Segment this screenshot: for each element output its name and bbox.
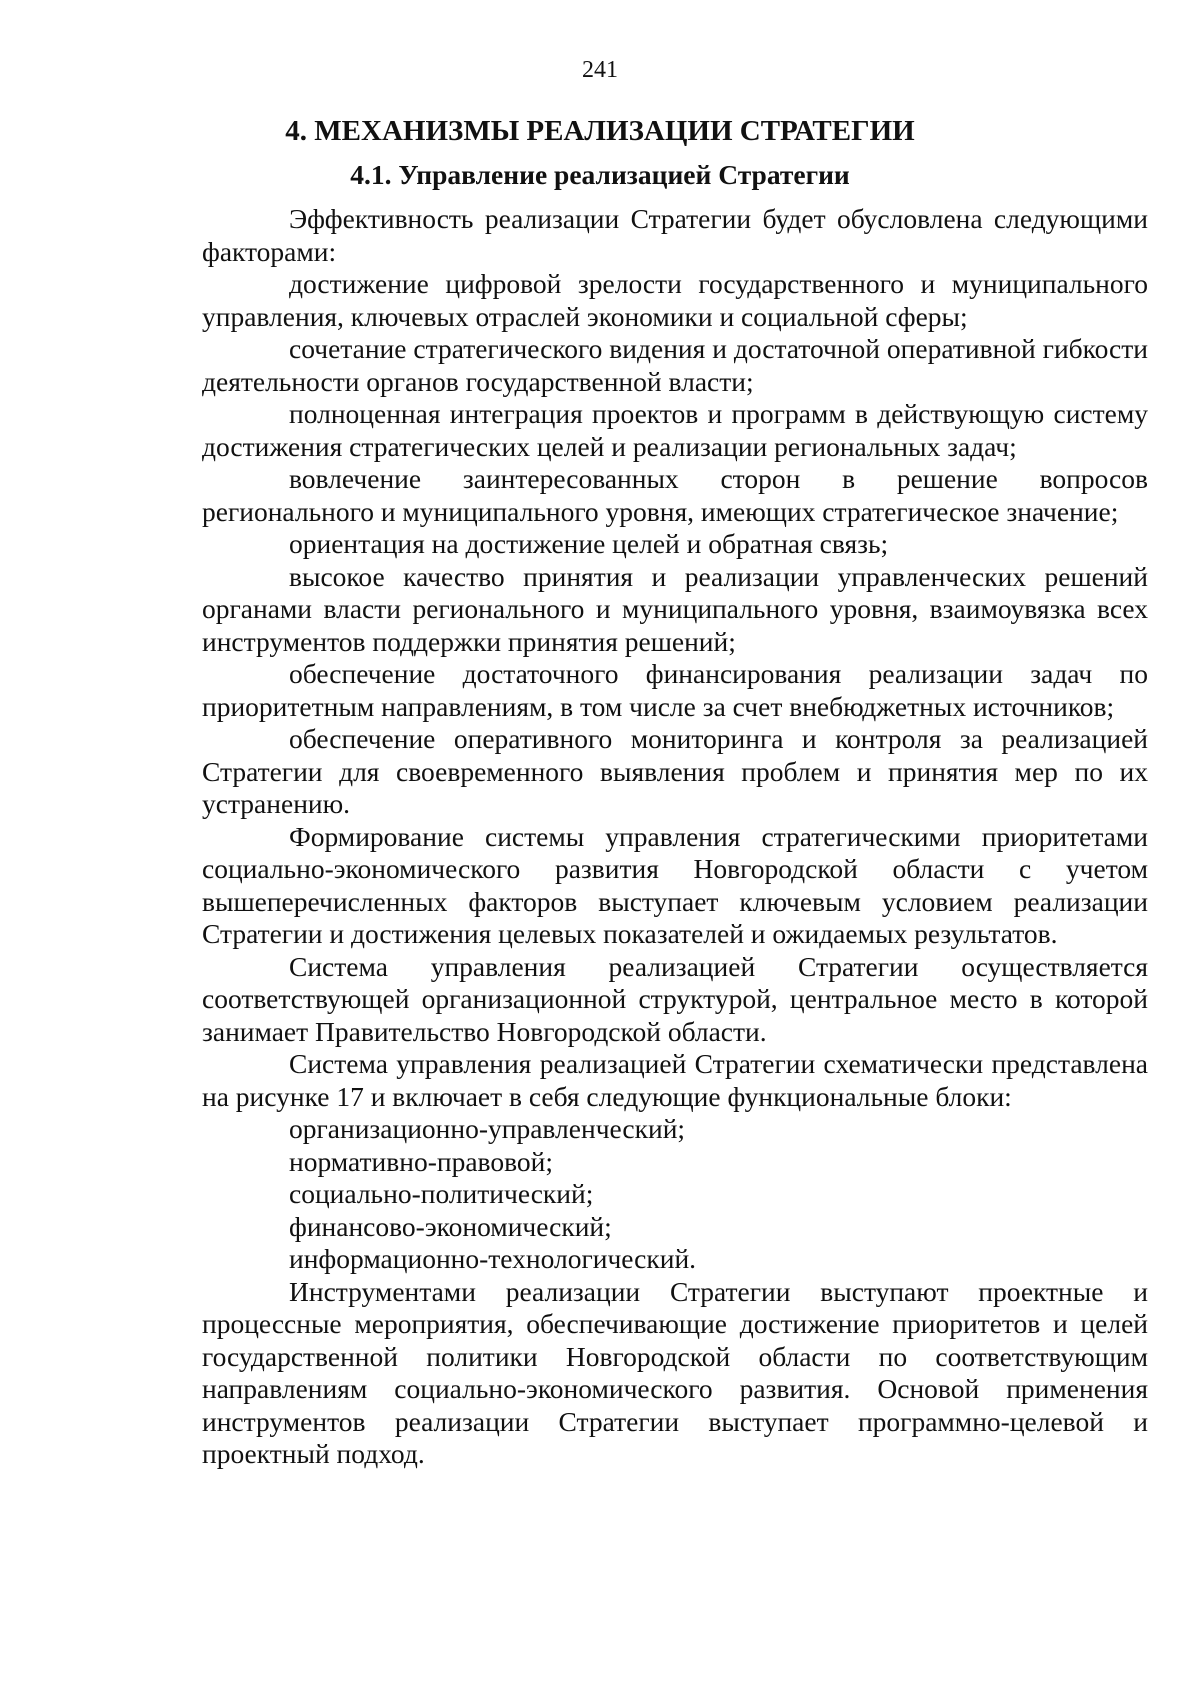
section-title: 4.1. Управление реализацией Стратегии <box>350 159 850 190</box>
functional-block-item: финансово-экономический; <box>289 1210 612 1242</box>
paragraph: Система управления реализацией Стратегии схематически представлена на рисунке 17 и включает в себя следующие функциональные блоки: <box>202 1048 1148 1112</box>
page-number: 241 <box>582 57 618 83</box>
factor-item: полноценная интеграция проектов и программ в действующую систему достижения стратегических целей и реализации региональных задач; <box>202 398 1148 462</box>
chapter-title: 4. МЕХАНИЗМЫ РЕАЛИЗАЦИИ СТРАТЕГИИ <box>285 115 915 147</box>
functional-block-item: нормативно-правовой; <box>289 1145 553 1177</box>
factor-item: ориентация на достижение целей и обратная связь; <box>289 528 889 559</box>
factor-item: обеспечение достаточного финансирования реализации задач по приоритетным направлениям, в том числе за счет внебюджетных источников; <box>202 658 1148 722</box>
functional-block-item: организационно-управленческий; <box>289 1113 686 1144</box>
paragraph: Формирование системы управления стратегическими приоритетами социально-экономического развития Новгородской области с учетом вышеперечисленных факторов выступает ключевым условием реализации Стратегии и достижения целевых показателей и ожидаемых результатов. <box>202 820 1148 949</box>
factor-item: достижение цифровой зрелости государственного и муниципального управления, ключевых отраслей экономики и социальной сферы; <box>202 268 1148 332</box>
functional-block-item: информационно-технологический. <box>289 1243 697 1274</box>
paragraph-intro: Эффективность реализации Стратегии будет обусловлена следующими факторами: <box>202 203 1148 267</box>
paragraph: Инструментами реализации Стратегии выступают проектные и процессные мероприятия, обеспечивающие достижение приоритетов и целей государственной политики Новгородской области по соответствующим направлениям социально-экономического развития. Основой применения инструментов реализации Стратегии выступает программно-целевой и проектный подход. <box>202 1275 1148 1469</box>
factor-item: вовлечение заинтересованных сторон в решение вопросов регионального и муниципального уровня, имеющих стратегическое значение; <box>202 463 1148 527</box>
factor-item: высокое качество принятия и реализации управленческих решений органами власти регионального и муниципального уровня, взаимоувязка всех инструментов поддержки принятия решений; <box>202 560 1148 657</box>
paragraph: Система управления реализацией Стратегии осуществляется соответствующей организационной структурой, центральное место в которой занимает Правительство Новгородской области. <box>202 950 1148 1047</box>
functional-block-item: социально-политический; <box>289 1178 594 1209</box>
factor-item: сочетание стратегического видения и достаточной оперативной гибкости деятельности органов государственной власти; <box>202 333 1148 397</box>
factor-item: обеспечение оперативного мониторинга и контроля за реализацией Стратегии для своевременного выявления проблем и принятия мер по их устранению. <box>202 723 1148 819</box>
body-text <box>202 203 1148 1471</box>
